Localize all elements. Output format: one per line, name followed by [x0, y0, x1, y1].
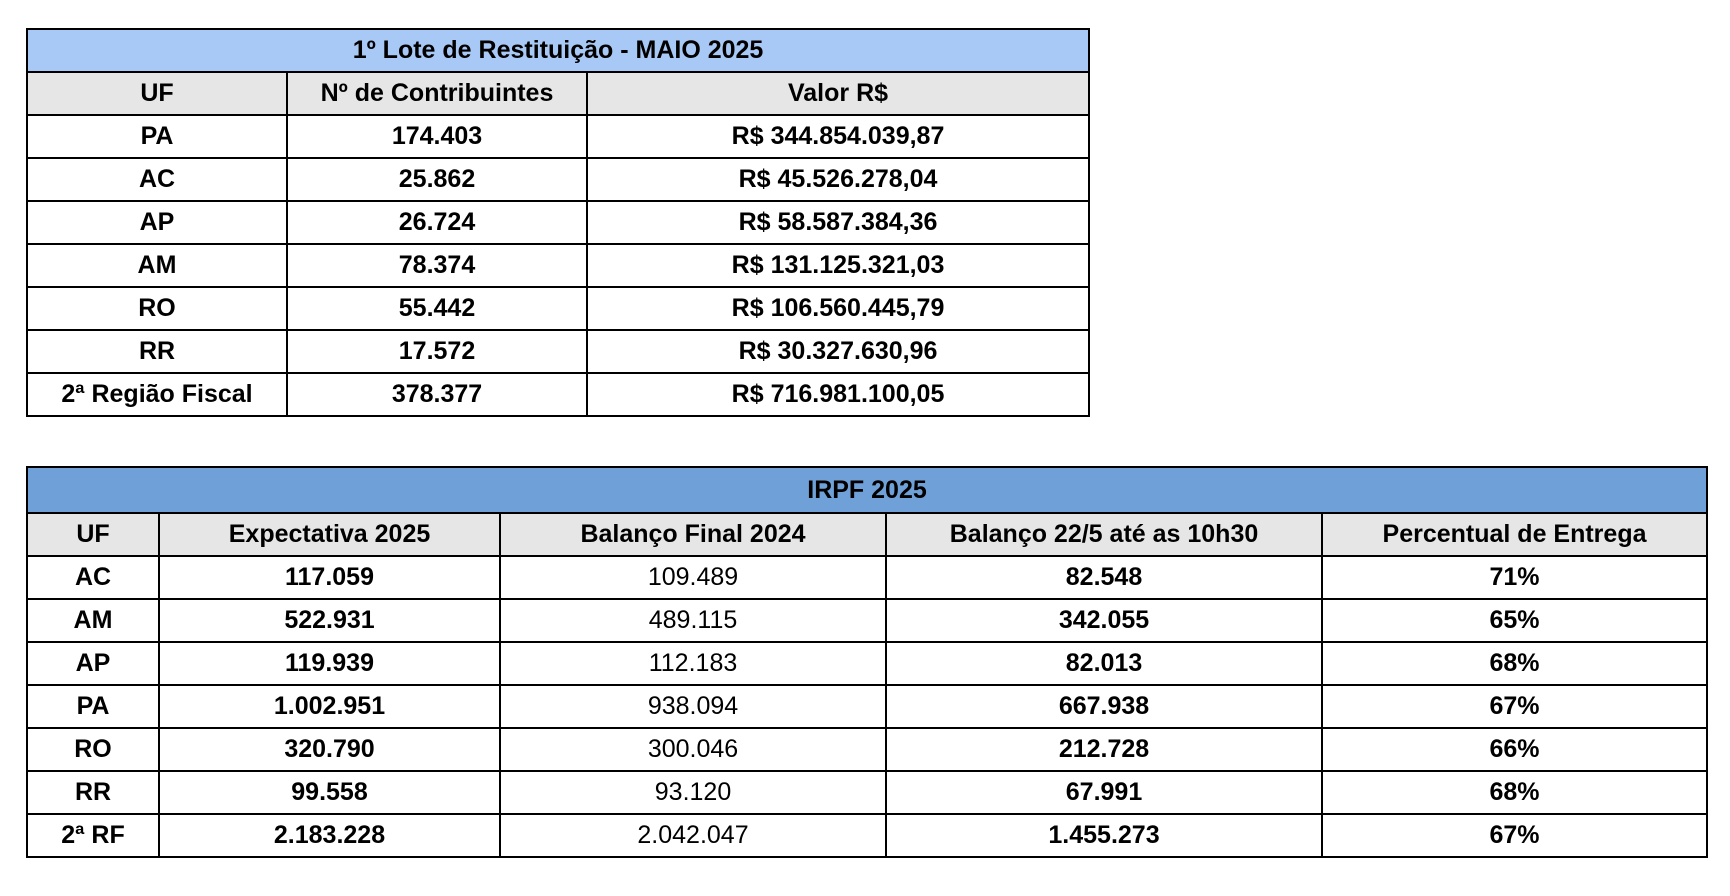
table-row-total — [27, 373, 1089, 416]
cell-contribuintes: 26.724 — [287, 201, 587, 244]
table-row — [27, 158, 1089, 201]
cell-uf: AP — [27, 201, 287, 244]
irpf-table — [26, 466, 1708, 858]
table-row — [27, 556, 1707, 599]
cell-balanco-2024: 93.120 — [500, 771, 886, 814]
column-header-uf: UF — [27, 72, 287, 115]
cell-balanco-atual: 212.728 — [886, 728, 1322, 771]
cell-percentual: 71% — [1322, 556, 1707, 599]
cell-uf: AM — [27, 244, 287, 287]
cell-expectativa: 99.558 — [159, 771, 500, 814]
table-row — [27, 115, 1089, 158]
cell-balanco-atual: 82.548 — [886, 556, 1322, 599]
column-header-expectativa: Expectativa 2025 — [159, 513, 500, 556]
cell-balanco-2024: 489.115 — [500, 599, 886, 642]
cell-expectativa: 119.939 — [159, 642, 500, 685]
cell-valor: R$ 45.526.278,04 — [587, 158, 1089, 201]
irpf-title: IRPF 2025 — [27, 467, 1707, 513]
cell-balanco-2024: 2.042.047 — [500, 814, 886, 857]
cell-valor: R$ 106.560.445,79 — [587, 287, 1089, 330]
cell-uf: AC — [27, 556, 159, 599]
table-row — [27, 771, 1707, 814]
table-row — [27, 201, 1089, 244]
restituicao-title: 1º Lote de Restituição - MAIO 2025 — [27, 29, 1089, 72]
cell-contribuintes: 25.862 — [287, 158, 587, 201]
cell-valor: R$ 716.981.100,05 — [587, 373, 1089, 416]
column-header-balanco-atual: Balanço 22/5 até as 10h30 — [886, 513, 1322, 556]
table-row — [27, 287, 1089, 330]
restituicao-table — [26, 28, 1090, 417]
cell-uf: RR — [27, 330, 287, 373]
table-row — [27, 330, 1089, 373]
cell-contribuintes: 55.442 — [287, 287, 587, 330]
cell-percentual: 65% — [1322, 599, 1707, 642]
cell-percentual: 66% — [1322, 728, 1707, 771]
cell-balanco-atual: 342.055 — [886, 599, 1322, 642]
table-row — [27, 599, 1707, 642]
column-header-uf: UF — [27, 513, 159, 556]
table-row — [27, 642, 1707, 685]
cell-expectativa: 522.931 — [159, 599, 500, 642]
table-row — [27, 685, 1707, 728]
cell-balanco-atual: 1.455.273 — [886, 814, 1322, 857]
cell-expectativa: 2.183.228 — [159, 814, 500, 857]
cell-uf: AP — [27, 642, 159, 685]
cell-uf: RR — [27, 771, 159, 814]
cell-percentual: 67% — [1322, 685, 1707, 728]
cell-uf: PA — [27, 685, 159, 728]
cell-valor: R$ 131.125.321,03 — [587, 244, 1089, 287]
cell-balanco-atual: 67.991 — [886, 771, 1322, 814]
cell-percentual: 67% — [1322, 814, 1707, 857]
cell-balanco-2024: 300.046 — [500, 728, 886, 771]
cell-expectativa: 117.059 — [159, 556, 500, 599]
cell-balanco-2024: 112.183 — [500, 642, 886, 685]
cell-uf: PA — [27, 115, 287, 158]
cell-balanco-atual: 82.013 — [886, 642, 1322, 685]
cell-contribuintes: 17.572 — [287, 330, 587, 373]
cell-uf: RO — [27, 728, 159, 771]
cell-uf: AC — [27, 158, 287, 201]
column-header-percentual: Percentual de Entrega — [1322, 513, 1707, 556]
cell-contribuintes: 378.377 — [287, 373, 587, 416]
cell-uf: 2ª Região Fiscal — [27, 373, 287, 416]
cell-valor: R$ 58.587.384,36 — [587, 201, 1089, 244]
cell-uf: AM — [27, 599, 159, 642]
cell-uf: RO — [27, 287, 287, 330]
table-row — [27, 244, 1089, 287]
column-header-valor: Valor R$ — [587, 72, 1089, 115]
cell-contribuintes: 174.403 — [287, 115, 587, 158]
cell-expectativa: 1.002.951 — [159, 685, 500, 728]
restituicao-header-row — [27, 72, 1089, 115]
cell-expectativa: 320.790 — [159, 728, 500, 771]
column-header-contribuintes: Nº de Contribuintes — [287, 72, 587, 115]
table-row-total — [27, 814, 1707, 857]
cell-contribuintes: 78.374 — [287, 244, 587, 287]
cell-percentual: 68% — [1322, 642, 1707, 685]
irpf-title-row — [27, 467, 1707, 513]
irpf-header-row — [27, 513, 1707, 556]
cell-balanco-2024: 109.489 — [500, 556, 886, 599]
cell-valor: R$ 30.327.630,96 — [587, 330, 1089, 373]
cell-percentual: 68% — [1322, 771, 1707, 814]
cell-uf: 2ª RF — [27, 814, 159, 857]
table-row — [27, 728, 1707, 771]
cell-balanco-2024: 938.094 — [500, 685, 886, 728]
cell-valor: R$ 344.854.039,87 — [587, 115, 1089, 158]
restituicao-title-row — [27, 29, 1089, 72]
column-header-balanco-2024: Balanço Final 2024 — [500, 513, 886, 556]
cell-balanco-atual: 667.938 — [886, 685, 1322, 728]
